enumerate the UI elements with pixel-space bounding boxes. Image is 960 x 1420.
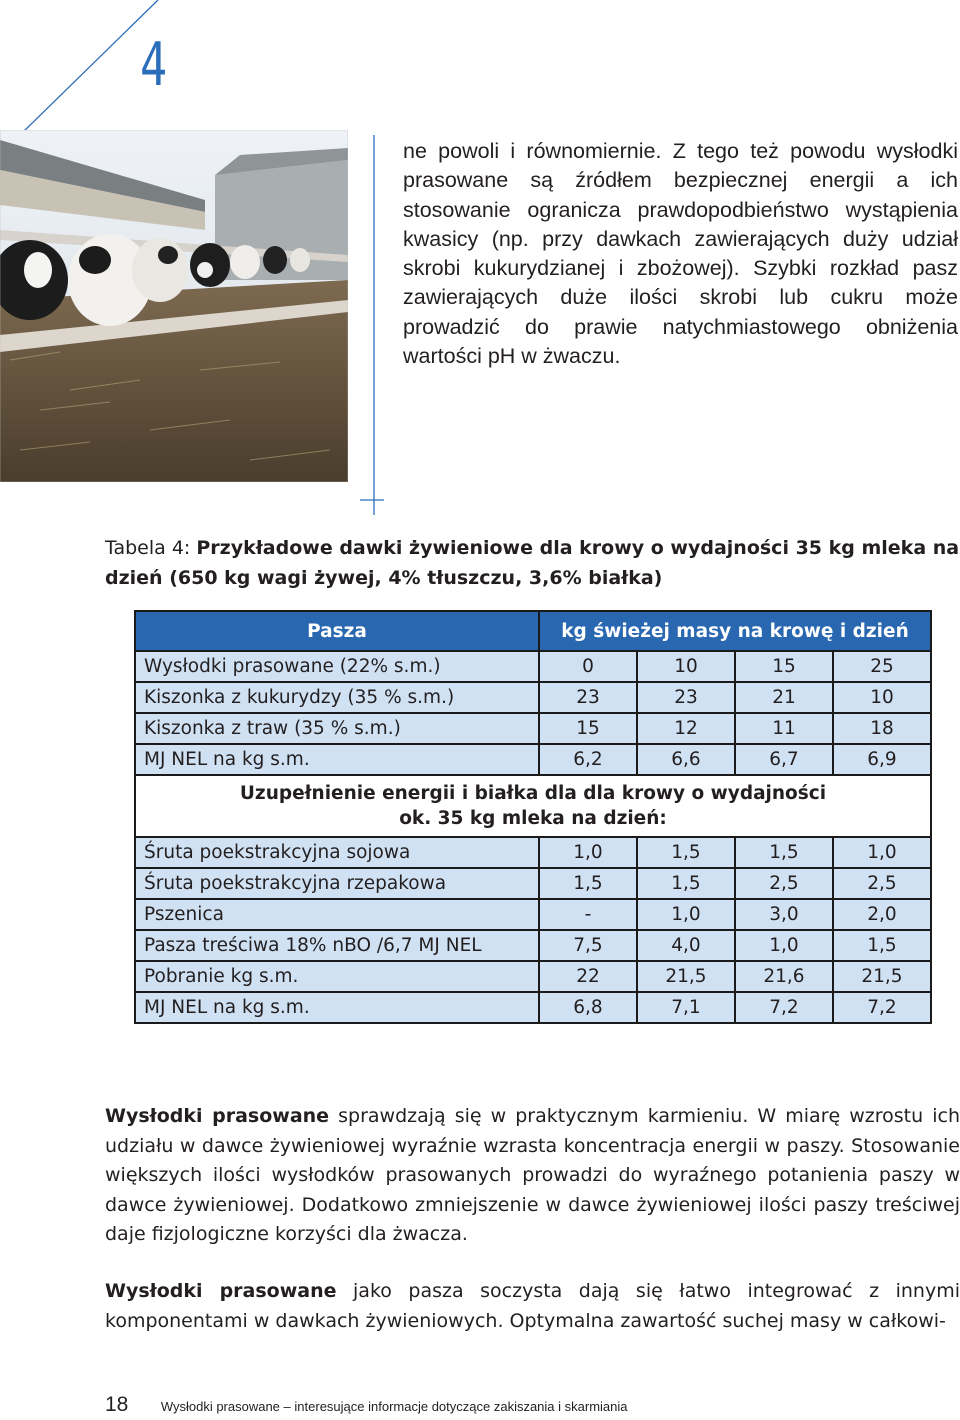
row-value: 2,5 (735, 868, 833, 899)
row-value: 23 (539, 682, 637, 713)
table-row (135, 899, 931, 930)
table-caption (105, 533, 960, 593)
row-value: 3,0 (735, 899, 833, 930)
paragraph-1 (105, 1102, 960, 1250)
row-value: 6,8 (539, 992, 637, 1023)
row-value: 1,0 (637, 899, 735, 930)
chapter-number: 4 (140, 30, 166, 100)
row-value: 1,5 (539, 868, 637, 899)
row-label: MJ NEL na kg s.m. (135, 992, 539, 1023)
footer-dash: – (283, 1399, 291, 1414)
running-footer (161, 1399, 628, 1414)
row-value: 21,5 (833, 961, 931, 992)
feed-ration-table (134, 610, 932, 1024)
table-row (135, 682, 931, 713)
paragraph-1-text: sprawdzają się w praktycznym karmieniu. W miarę wzrostu ich udziału w dawce żywieniowej wyraźnie wzrasta koncentracja energii w paszy. Stosowanie większych ilości wysłodków prasowanych prowadzi do wyraźnego potanienia paszy w dawce żywieniowej. Dodatkowo zmniejszenie w dawce żywieniowej ilości paszy treściwej daje fizjologiczne korzyści dla żwacza. (105, 1105, 960, 1245)
table-row (135, 837, 931, 868)
row-value: 2,5 (833, 868, 931, 899)
table-subheader-row (135, 775, 931, 837)
row-value: 1,5 (637, 837, 735, 868)
row-value: 11 (735, 713, 833, 744)
row-value: 7,5 (539, 930, 637, 961)
row-value: 7,2 (833, 992, 931, 1023)
row-value: 7,2 (735, 992, 833, 1023)
footer-subtitle: interesujące informacje dotyczące zakiszania i skarmiania (294, 1399, 628, 1414)
header-feed: Pasza (135, 611, 539, 651)
paragraph-2 (105, 1277, 960, 1336)
row-value: 1,0 (539, 837, 637, 868)
paragraph-1-lead: Wysłodki prasowane (105, 1105, 330, 1127)
page-number: 18 (105, 1393, 129, 1416)
footer-publication: Wysłodki prasowane (160, 1399, 280, 1414)
row-value: 1,5 (637, 868, 735, 899)
row-value: 10 (833, 682, 931, 713)
table-row (135, 992, 931, 1023)
row-value: 6,7 (735, 744, 833, 775)
row-label: MJ NEL na kg s.m. (135, 744, 539, 775)
paragraph-2-text: jako pasza soczysta dają się łatwo integrować z innymi komponentami w dawkach żywieniowych. Optymalna zawartość suchej masy w całkowi- (105, 1280, 960, 1332)
row-value: 21,5 (637, 961, 735, 992)
paragraph-2-lead: Wysłodki prasowane (105, 1280, 337, 1302)
table-row (135, 868, 931, 899)
intro-paragraph (403, 137, 958, 371)
row-value: 23 (637, 682, 735, 713)
row-label: Śruta poekstrakcyjna rzepakowa (135, 868, 539, 899)
row-label: Wysłodki prasowane (22% s.m.) (135, 651, 539, 682)
row-value: 6,2 (539, 744, 637, 775)
table-caption-title: Przykładowe dawki żywieniowe dla krowy o wydajności 35 kg mleka na dzień (650 kg wagi żywej, 4% tłuszczu, 3,6% białka) (105, 537, 960, 589)
table-subheader: Uzupełnienie energii i białka dla dla krowy o wydajności ok. 35 kg mleka na dzień: (135, 775, 931, 837)
row-value: 22 (539, 961, 637, 992)
row-value: - (539, 899, 637, 930)
table-row (135, 961, 931, 992)
table-body-supplements (135, 837, 931, 1023)
row-value: 4,0 (637, 930, 735, 961)
row-value: 7,1 (637, 992, 735, 1023)
row-value: 1,0 (735, 930, 833, 961)
page-footer (105, 1393, 955, 1417)
row-value: 1,0 (833, 837, 931, 868)
row-value: 1,5 (735, 837, 833, 868)
header-amount: kg świeżej masy na krowę i dzień (539, 611, 931, 651)
row-label: Pobranie kg s.m. (135, 961, 539, 992)
row-value: 15 (539, 713, 637, 744)
row-value: 21 (735, 682, 833, 713)
table-row (135, 744, 931, 775)
row-label: Kiszonka z kukurydzy (35 % s.m.) (135, 682, 539, 713)
row-value: 18 (833, 713, 931, 744)
table-row (135, 930, 931, 961)
row-value: 6,9 (833, 744, 931, 775)
row-value: 12 (637, 713, 735, 744)
row-value: 10 (637, 651, 735, 682)
table-body-basic-feeds (135, 651, 931, 775)
row-value: 1,5 (833, 930, 931, 961)
intro-text: ne powoli i równomiernie. Z tego też powodu wysłodki prasowane są źródłem bezpiecznej energii a ich stosowanie ogranicza prawdopodbieństwo wystąpienia kwasicy (np. przy dawkach zawierających duży udział skrobi kukurydzianej i zbożowej). Szybki rozkład pasz zawierających duże ilości skrobi lub cukru może prowadzić do prawie natychmiastowego obniżenia wartości pH w żwaczu. (403, 139, 958, 369)
row-value: 15 (735, 651, 833, 682)
row-label: Kiszonka z traw (35 % s.m.) (135, 713, 539, 744)
row-value: 0 (539, 651, 637, 682)
table-row (135, 651, 931, 682)
row-label: Pasza treściwa 18% nBO /6,7 MJ NEL (135, 930, 539, 961)
row-label: Śruta poekstrakcyjna sojowa (135, 837, 539, 868)
table-row (135, 713, 931, 744)
row-value: 21,6 (735, 961, 833, 992)
row-value: 25 (833, 651, 931, 682)
cows-at-feed-bunk-photo (0, 130, 348, 482)
row-label: Pszenica (135, 899, 539, 930)
row-value: 2,0 (833, 899, 931, 930)
row-value: 6,6 (637, 744, 735, 775)
table-header-row (135, 611, 931, 651)
table-caption-prefix: Tabela 4: (105, 537, 191, 559)
